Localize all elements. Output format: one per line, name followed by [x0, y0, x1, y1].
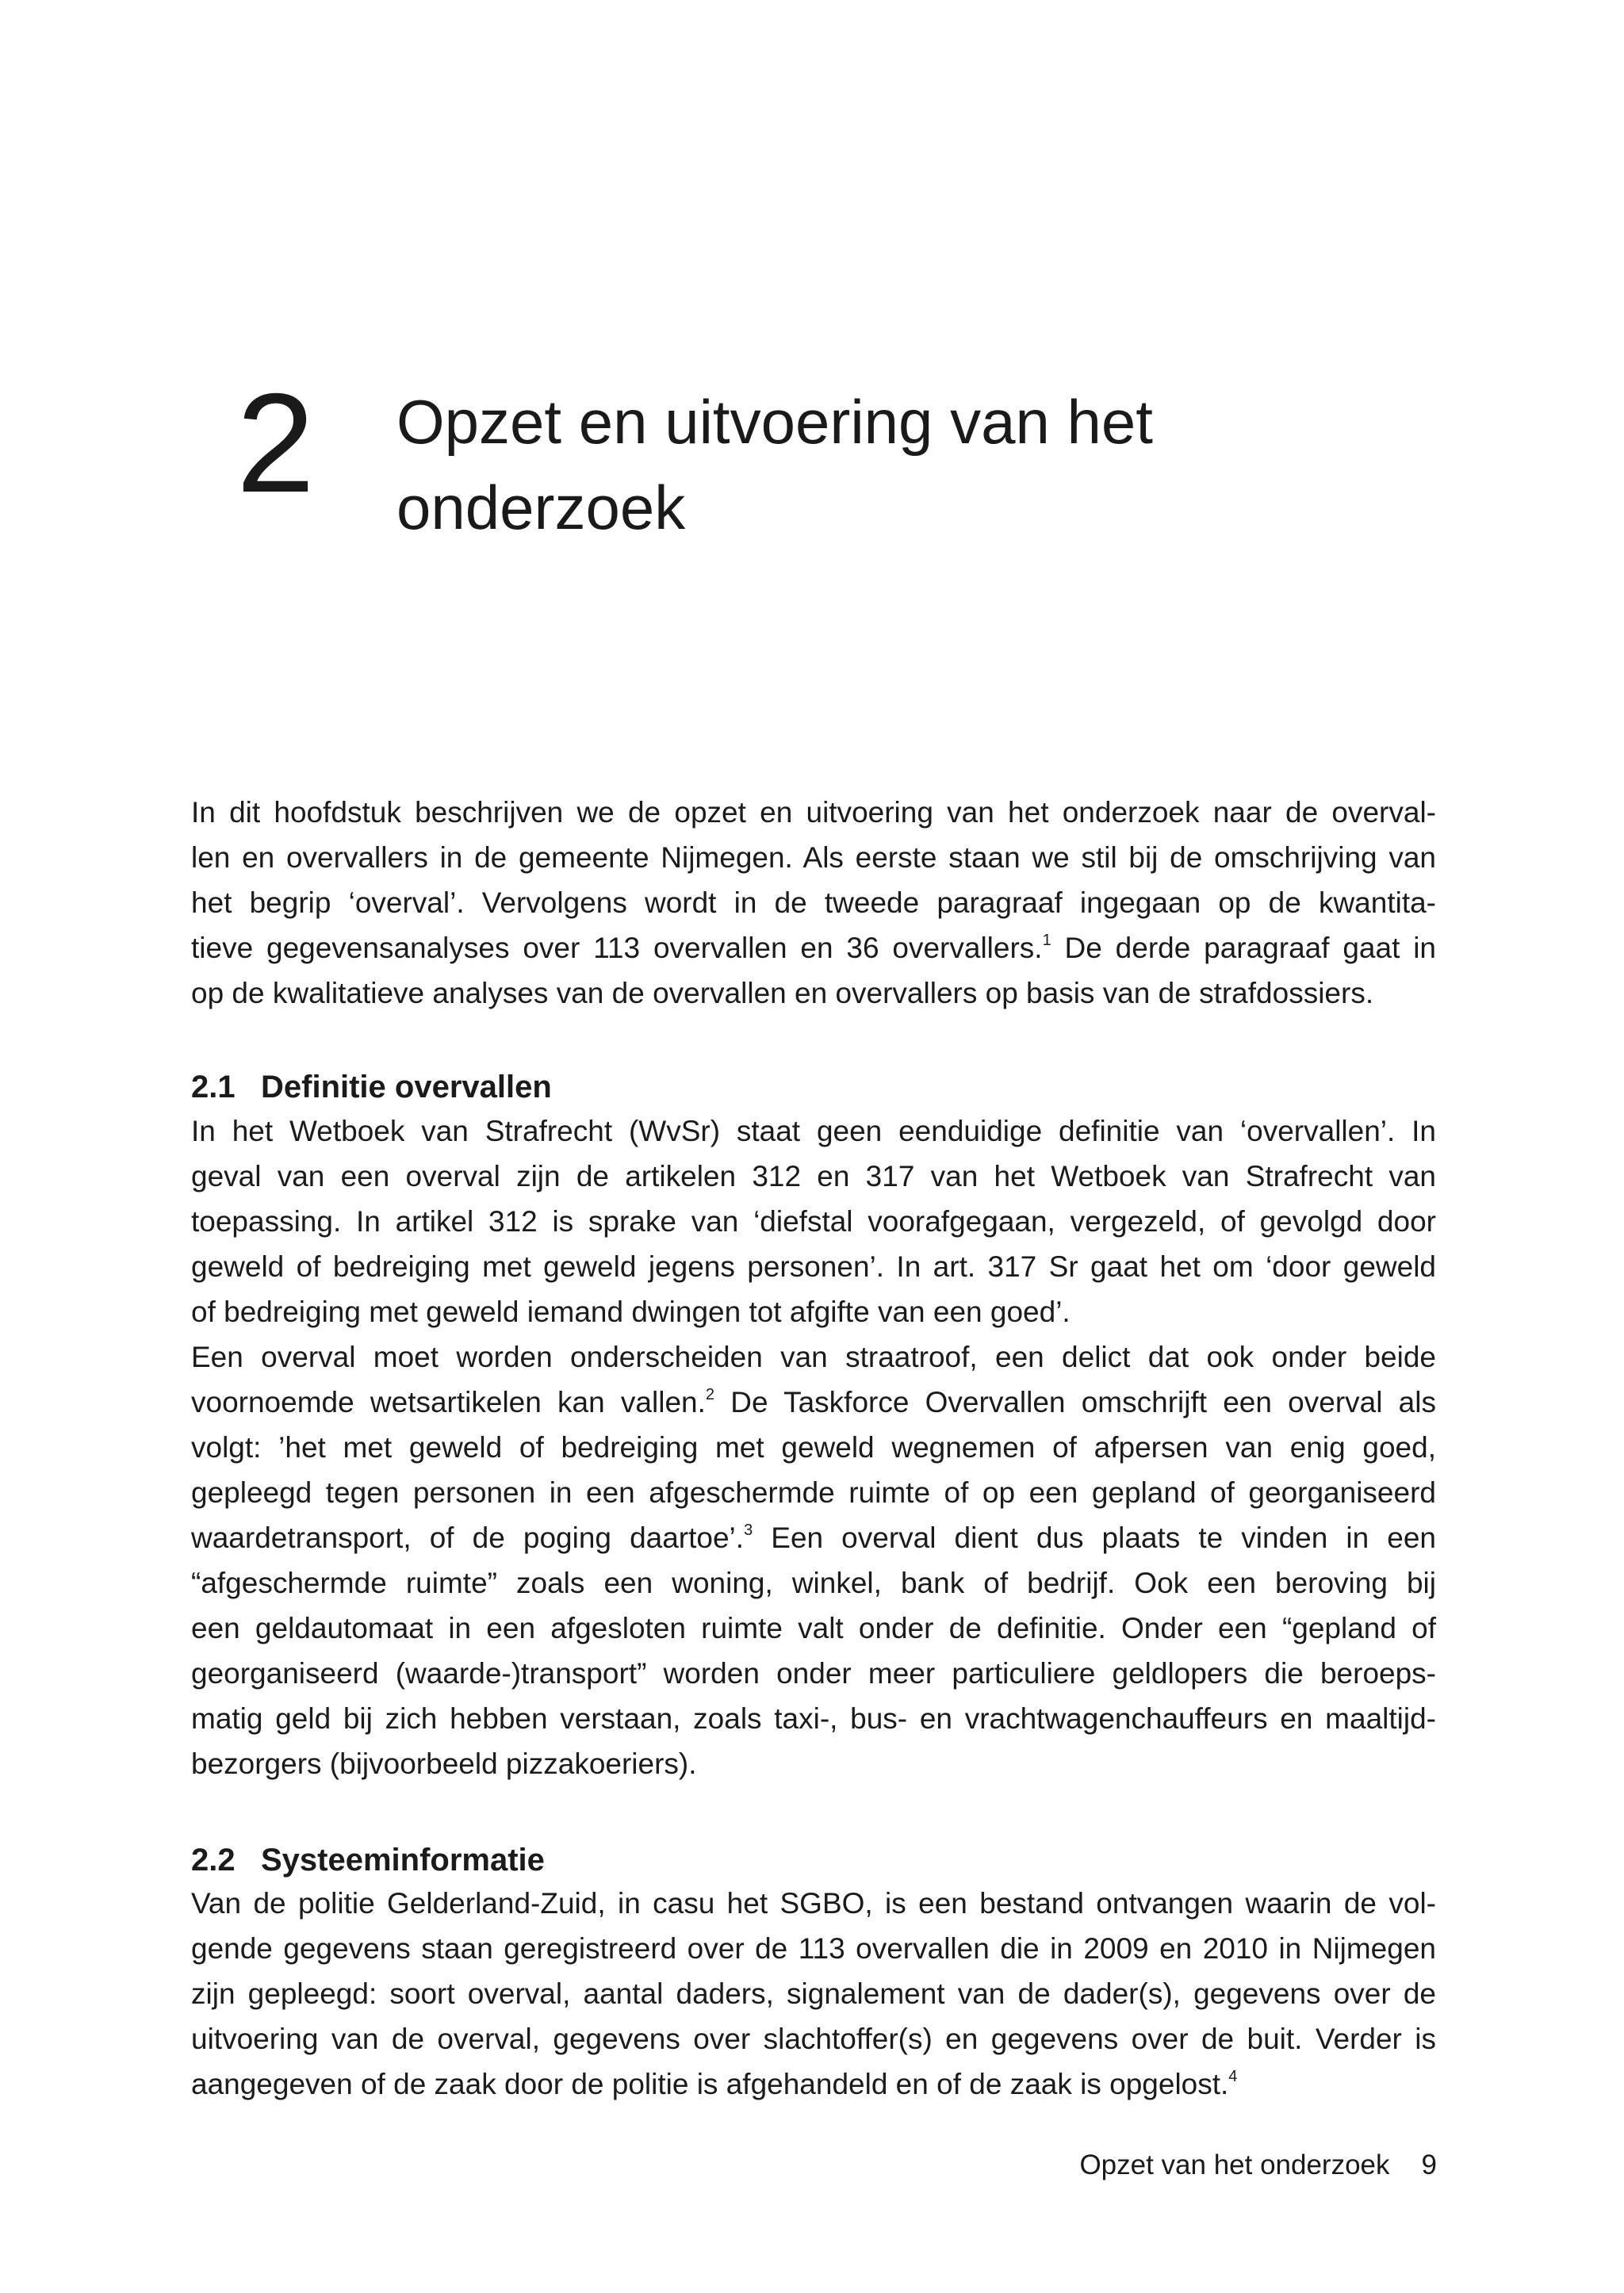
- text-line: len en overvallers in de gemeente Nijmegen. Als eerste staan we stil bij de omschrijving van: [191, 841, 1436, 874]
- text-line: Een overval moet worden onderscheiden van straatroof, een delict dat ook onder beide: [191, 1341, 1436, 1373]
- text-line: In het Wetboek van Strafrecht (WvSr) staat geen eenduidige definitie van ‘overvallen’. In: [191, 1115, 1436, 1147]
- text-line: volgt: ’het met geweld of bedreiging met geweld wegnemen of afpersen van enig goed,: [191, 1431, 1436, 1464]
- text-line: of bedreiging met geweld iemand dwingen tot afgifte van een goed’.: [191, 1296, 1071, 1328]
- section-title: Definitie overvallen: [261, 1070, 552, 1104]
- section-heading-2-1: [191, 1067, 1436, 1107]
- text-line: het begrip ‘overval’. Vervolgens wordt in de tweede paragraaf ingegaan op de kwantita-: [191, 886, 1436, 919]
- text-line: “afgeschermde ruimte” zoals een woning, winkel, bank of bedrijf. Ook een beroving bij: [191, 1567, 1436, 1599]
- footnote-ref[interactable]: 4: [1228, 2068, 1238, 2085]
- page-footer: [1079, 2148, 1437, 2183]
- text-line: uitvoering van de overval, gegevens over slachtoffer(s) en gegevens over de buit. Verder is: [191, 2023, 1436, 2055]
- section-heading-2-2: [191, 1840, 1436, 1880]
- footnote-ref[interactable]: 1: [1042, 932, 1051, 949]
- section-2-2-body: [191, 1881, 1436, 2107]
- text-line: waardetransport, of de poging daartoe’.$^3$ Een overval dient dus plaats te vinden in een: [191, 1522, 1437, 1554]
- chapter-title-line: Opzet en uitvoering van het: [396, 387, 1153, 457]
- text-line: georganiseerd (waarde-)transport” worden onder meer particuliere geldlopers die beroeps-: [191, 1657, 1436, 1690]
- text-line: matig geld bij zich hebben verstaan, zoals taxi-, bus- en vrachtwagenchauffeurs en maaltijd-: [191, 1702, 1436, 1735]
- text-line: In dit hoofdstuk beschrijven we de opzet en uitvoering van het onderzoek naar de overval-: [191, 796, 1436, 829]
- text-line: gende gegevens staan geregistreerd over de 113 overvallen die in 2009 en 2010 in Nijmegen: [191, 1932, 1436, 1965]
- page-number: 9: [1421, 2149, 1437, 2180]
- footnote-ref[interactable]: 2: [705, 1386, 715, 1403]
- section-title: Systeeminformatie: [261, 1843, 545, 1878]
- text-line: gepleegd tegen personen in een afgeschermde ruimte of op een gepland of georganiseerd: [191, 1476, 1436, 1509]
- text-line: toepassing. In artikel 312 is sprake van ‘diefstal voorafgegaan, vergezeld, of gevolgd door: [191, 1205, 1436, 1238]
- section-number: 2.2: [191, 1843, 236, 1878]
- text-line: tieve gegevensanalyses over 113 overvallen en 36 overvallers.$^1$ De derde paragraaf gaat in: [191, 932, 1436, 964]
- text-line: aangegeven of de zaak door de politie is afgehandeld en of de zaak is opgelost.$^4$: [191, 2068, 1238, 2100]
- section-number: 2.1: [191, 1070, 236, 1104]
- text-line: Van de politie Gelderland-Zuid, in casu het SGBO, is een bestand ontvangen waarin de vol-: [191, 1887, 1436, 1920]
- chapter-title: [396, 379, 1427, 550]
- intro-paragraph: [191, 790, 1436, 1016]
- text-line: geweld of bedreiging met geweld jegens personen’. In art. 317 Sr gaat het om ‘door geweld: [191, 1250, 1436, 1283]
- text-line: voornoemde wetsartikelen kan vallen.$^2$ De Taskforce Overvallen omschrijft een overval als: [191, 1386, 1436, 1418]
- text-line: zijn gepleegd: soort overval, aantal daders, signalement van de dader(s), gegevens over de: [191, 1977, 1436, 2010]
- footnote-ref[interactable]: 3: [744, 1522, 753, 1539]
- running-title: Opzet van het onderzoek: [1079, 2149, 1390, 2180]
- text-line: op de kwalitatieve analyses van de overvallen en overvallers op basis van de strafdossiers.: [191, 977, 1374, 1009]
- chapter-number: 2: [236, 364, 315, 522]
- text-line: een geldautomaat in een afgesloten ruimte valt onder de definitie. Onder een “gepland of: [191, 1612, 1436, 1644]
- chapter-title-line: onderzoek: [396, 473, 686, 542]
- text-line: geval van een overval zijn de artikelen 312 en 317 van het Wetboek van Strafrecht van: [191, 1160, 1436, 1192]
- section-2-1-body: [191, 1108, 1436, 1786]
- text-line: bezorgers (bijvoorbeeld pizzakoeriers).: [191, 1748, 697, 1780]
